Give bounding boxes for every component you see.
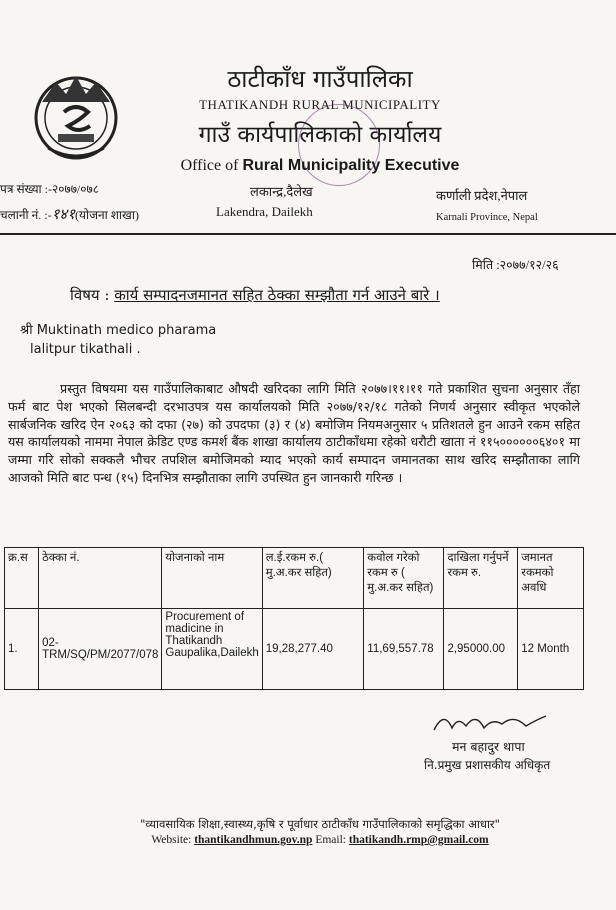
recipient-line1: श्री Muktinath medico pharama	[20, 323, 217, 338]
table-header-cell: ठेक्का नं.	[39, 548, 162, 609]
header-divider	[0, 233, 616, 235]
table-cell: 1.	[5, 609, 39, 690]
table-cell: Procurement of madicine in Thatikandh Gaupalika,Dailekh	[162, 609, 262, 690]
table-header-cell: ल.ई.रकम रु.( मु.अ.कर सहित)	[262, 548, 364, 609]
table-cell: 12 Month	[518, 609, 584, 690]
email-link[interactable]: thatikandh.rmp@gmail.com	[348, 834, 489, 846]
table-header-cell: दाखिला गर्नुपर्ने रकम रु.	[444, 548, 518, 609]
table-cell: 2,95000.00	[444, 609, 518, 690]
website-link[interactable]: thantikandhmun.gov.np	[194, 834, 313, 846]
contract-table	[4, 547, 584, 690]
municipality-emblem-icon	[28, 68, 124, 164]
table-header-cell: क्र.स	[5, 548, 39, 609]
footer-motto: "व्यावसायिक शिक्षा,स्वास्थ्य,कृषि र पूर्वाधार ठाटीकाँध गाउँपालिकाको समृद्धिका आधार"	[140, 817, 500, 831]
signatory-title: नि.प्रमुख प्रशासकीय अधिकृत	[424, 758, 551, 772]
table-header-cell: जमानत रकमको अवधि	[518, 548, 584, 609]
province-np: कर्णाली प्रदेश,नेपाल	[436, 188, 528, 203]
letter-date: मिति :२०७७/१२/२६	[472, 258, 559, 272]
signatory-name: मन बहादुर थापा	[452, 739, 525, 754]
office-title-np: गाउँ कार्यपालिकाको कार्यालय	[198, 122, 442, 148]
location-np: लकान्द्र,दैलेख	[250, 184, 313, 199]
table-header-cell: कवोल गरेको रकम रु ( मु.अ.कर सहित)	[364, 548, 444, 609]
dispatch-number: चलानी नं. :-१४१(योजना शाखा)	[0, 207, 139, 223]
table-header-row	[5, 548, 584, 609]
footer-contact: Website: thantikandhmun.gov.np Email: thatikandh.rmp@gmail.com	[151, 834, 489, 846]
table-cell: 11,69,557.78	[364, 609, 444, 690]
table-cell: 19,28,277.40	[262, 609, 364, 690]
table-row	[5, 609, 584, 690]
table-cell: 02-TRM/SQ/PM/2077/078	[39, 609, 162, 690]
province-en: Karnali Province, Nepal	[436, 212, 538, 223]
handwritten-signature	[430, 708, 550, 738]
letter-body: प्रस्तुत विषयमा यस गाउँपालिकाबाट औषदी खरिदका लागि मिति २०७७।११।११ गते प्रकाशित सुचना अनुसार तँहा फर्म बाट पेश भएको सिलबन्दी दरभाउपत्र यस कार्यालयको मिति २०७७/१२/१८ गतेको निणर्य अनुसार स्वीकृत भएकोले सार्बजनिक खरिद ऐन २०६३ को दफा (२७) को उपदफा (३) र (४) बमोजिम नियमअनुसार ५ प्रतिशतले हुन आउने रकम सहित यस कार्यालयको नाममा नेपाल क्रेडिट एण्ड कमर्श बैंक शाखा कार्यालय ठाटीकाँधमा रहेको धरौटी खाता नं ११५००००००६४०१ मा जम्मा गरि सोको सक्कलै भौचर तपशिल बमोजिमको म्याद भएको कार्य सम्पादन जमानतका साथ खरिद सम्झौताका लागि आजको मिति बाट पन्ध (१५) दिनभित्र सम्झौताका लागि उपस्थित हुन जानकारी गरिन्छ ।	[8, 381, 580, 485]
letter-number: पत्र संख्या :-२०७७/०७८	[0, 182, 99, 196]
municipality-title-np: ठाटीकाँध गाउँपालिका	[227, 65, 413, 93]
location-en: Lakendra, Dailekh	[216, 204, 313, 219]
recipient-line2: lalitpur tikathali .	[30, 342, 141, 357]
municipality-title-en: THATIKANDH RURAL MUNICIPALITY	[199, 97, 441, 112]
table-header-cell: योजनाको नाम	[162, 548, 262, 609]
subject-line: विषय : कार्य सम्पादनजमानत सहित ठेक्का सम्झौता गर्न आउने बारे ।	[70, 286, 440, 304]
office-title-en: Office of Rural Municipality Executive	[180, 157, 460, 174]
